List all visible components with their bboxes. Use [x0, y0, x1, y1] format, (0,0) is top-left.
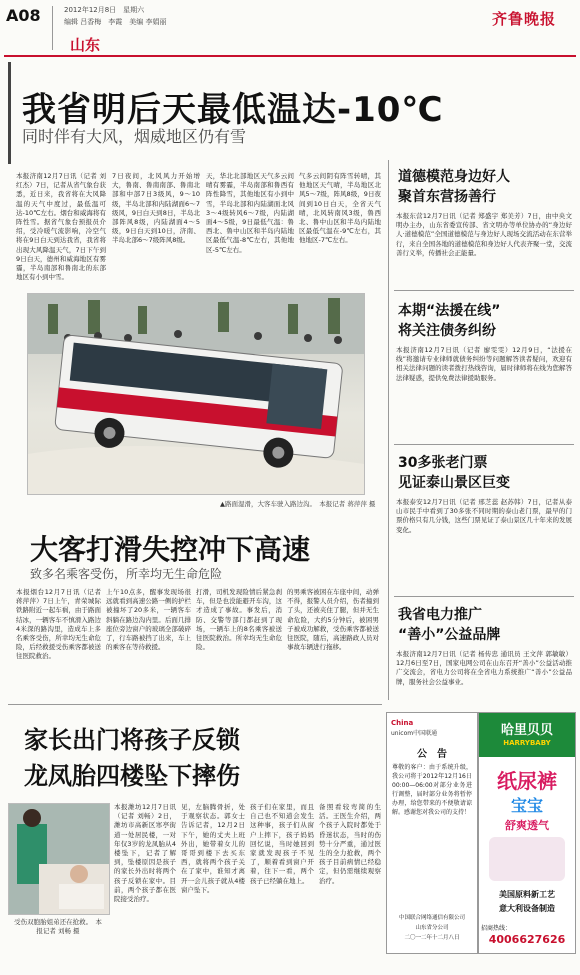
- hospital-illustration: [9, 804, 109, 914]
- ad-company: 美国原料新工艺: [499, 890, 555, 899]
- right1-title-1: 道德模范身边好人: [398, 169, 510, 185]
- notice-footer-3: 二〇一二年十二月八日: [404, 935, 460, 941]
- right4-title-2: “善小”公益品牌: [398, 627, 501, 643]
- story2-headline: 大客打滑失控冲下高速: [30, 533, 311, 566]
- ad-tagline: 意大利设备制造: [499, 904, 555, 913]
- notice-footer-1: 中国联合网络通信有限公司: [398, 915, 465, 921]
- story3-headline-2: 龙凤胎四楼坠下摔伤: [24, 762, 240, 790]
- bus-photo-caption: ▲路面湿滑，大客车驶入路边沟。 本报记者 蒋萍萍 摄: [220, 500, 376, 508]
- notice-footer-2: 山东省分公司: [415, 925, 449, 931]
- editor-credits: 编辑 吕香梅 李霞 美编 李娟丽: [64, 18, 167, 26]
- issue-date: 2012年12月8日 星期六: [64, 6, 145, 14]
- right3-title-1: 30多张老门票: [398, 455, 488, 471]
- right2-title-2: 将关注债务纠纷: [398, 323, 496, 339]
- right-divider-3: [394, 596, 574, 597]
- story2-subhead: 致多名乘客受伤，所幸均无生命危险: [30, 567, 223, 581]
- harrybaby-ad: [478, 712, 576, 954]
- story1-col1: 本报济南12月7日讯（记者 刘红杰）7日，记者从省气象台获悉，近日来，我省将在大风降温的天气中度过，最低温可达-10℃左右。烟台和威海将有阵性雪。据省气象台预报员介绍，受冷暖气流影响，冷空气将在9日白天到达我省，我省将出现大风降温天气，7日下午到9日白天，德州和威海地区有雾霾，半岛南部和鲁南北的东部地区有小到中雪。: [16, 172, 106, 282]
- ad-product-image: [489, 837, 565, 881]
- story3-col3: 孩子们在家里，而且自己也不知道会发生这种事，孩子们从窗户上摔下，孩子妈妈回忆说，当时她回到家就发现孩子不见了，顺着看到窗户开着，往下一看，两个孩子已经躺在地上。: [250, 803, 314, 885]
- story2-col4: 的男乘客被困在车座中间，动弹不得，报警人员介绍，伤者撞到了头，还被夹住了腿，但并无生命危险，大约5分钟后，被困男子被成功解救，受伤乘客都被送往医院，随后，高速路政人员对事故车辆进行拖移。: [287, 588, 379, 652]
- notice-title: 公 告: [417, 749, 447, 760]
- hospital-photo: [8, 803, 110, 915]
- bus-illustration: [28, 294, 364, 494]
- newspaper-logo: 齐鲁晚报: [492, 10, 557, 28]
- ad-brand-name: 哈里贝贝: [500, 723, 553, 738]
- story2-col3: 打滑，司机发现险情后紧急刹车，但是也没能避开车沟，这才造成了事故。事发后，消防、交警等部门都赶到了现场，一辆车上的8名乘客被送往医院救治。所幸均无生命危险。: [196, 588, 282, 652]
- story1-subhead: 同时伴有大风，烟威地区仍有雪: [22, 127, 247, 146]
- story1-col4: 气多云间阴有阵雪转晴，其他地区天气晴，半岛地区北风5～7级，阵风8级，9日夜间到10日白天，全省天气晴，北风转南风3级，鲁西北、鲁中山区和半岛内陆地区最低气温在-9℃左右，其他地区-7℃左右。: [299, 172, 381, 245]
- page-number: A08: [6, 6, 41, 25]
- story2-col2: 上午10点多，醒事发现场很远就看到高速公路一侧的护栏被撞坏了20多米，一辆客车斜躺在路边沟内里。后面几排座位旁边窗户的玻璃全部破碎了，行车路被挡了出来，车上的乘客在等待救援。: [106, 588, 191, 652]
- unicom-logo-line2: unicom中国联通: [391, 730, 438, 737]
- right3-body: 本报泰安12月7日讯（记者 邢芝蕊 赵苏韩）7日，记者从泰山市民手中看到了30多张不同时期的泰山老门票，最早的门票价格只有几分钱，这些门票见证了泰山景区几十年来的发展变化。: [396, 498, 572, 534]
- ad-slogan-3: 舒爽透气: [505, 819, 549, 832]
- ad-brand-en: HARRYBABY: [503, 739, 551, 747]
- story3-col4: 备照看较弯简的生活。王医生介绍，两个孩子入院时都处于昏迷状态，当时的伤势十分严重，通过医生的全力抢救，两个孩子目前病情已经稳定，但仍需继续观察治疗。: [319, 803, 381, 885]
- story3-col1: 本报潍坊12月7日讯（记者 刘畅）2日，潍坊市高新区寒亭街道一处居民楼，一对年仅3岁的龙凤胎从4楼坠下，记者了解到，坠楼原因是孩子的家长外出时将两个孩子反锁在家中。目前，两个孩子都在医院接受治疗。: [114, 803, 176, 904]
- unicom-notice-ad: [386, 712, 478, 954]
- story1-col3: 天，华北北部地区天气多云间晴有雾霾，半岛南部和鲁西有阵性降雪，其他地区有小到中雪，半岛北部和内陆湖面北风3～4级转风6～7级，内陆湖面4～5级，9日最低气温：鲁西北、鲁中山区和半岛内陆地区最低气温-8℃左右，其他地区-5℃左右。: [206, 172, 294, 254]
- ad-slogan-1: 纸尿裤: [497, 769, 557, 793]
- right1-body: 本报东营12月7日讯（记者 郑盛宇 郑美芳）7日，由中央文明办主办，山东省委宣传部、省文明办等单位协办的“身边好人·道德模范”全国道德模范与身边好人现场交流活动在东营举行，来自全国各地的道德模范和身边好人代表齐聚一堂，交流善行义举，传播社会正能量。: [396, 212, 572, 257]
- right3-title-2: 见证泰山景区巨变: [398, 475, 510, 491]
- section-title: 山东: [70, 36, 101, 54]
- story3-col2: 见，左脑腾骨折，处于观察状态。郭女士告诉记者，12月2日下午，她的丈夫上班外出，她带着女儿的哥哥到楼下去买东西，就将两个孩子关在了家中，谁知才离开一会儿孩子就从4楼窗户坠下。: [181, 803, 245, 894]
- ad-hotline-label: 招商热线：: [481, 925, 512, 932]
- section-divider: [8, 704, 382, 705]
- column-divider: [388, 160, 389, 700]
- ad-slogan-2: 宝宝: [510, 796, 543, 815]
- story3-headline-1: 家长出门将孩子反锁: [24, 726, 240, 754]
- right4-body: 本报济南12月7日讯（记者 杨传忠 通讯员 王文萍 郭敏敏）12月6日至7日，国家电网公司在山东召开“善小”公益活动推广交流会，省电力公司将在全省电力系统推广“善小”公益品牌，服务社会公益事业。: [396, 650, 572, 686]
- ad-hotline-number: 4006627626: [488, 933, 566, 946]
- right2-body: 本报济南12月7日讯（记者 廖雯雯）12月9日，“法援在线”将邀请专业律师就债务纠纷等问题解答读者疑问，欢迎有相关法律问题的读者拨打热线咨询，届时律师将在线为您解答法律疑惑，提供免费法律援助服务。: [396, 346, 572, 382]
- right-divider-1: [394, 290, 574, 291]
- hospital-photo-caption: 受伤双胞胎姐弟还在抢救。 本报记者 刘畅 摄: [14, 918, 102, 935]
- masthead-rule: [4, 55, 576, 57]
- right1-title-2: 聚首东营扬善行: [398, 189, 496, 205]
- story2-col1: 本报烟台12月7日讯（记者 蒋萍萍）7日上午，青荣城际铁路附近一起车祸，由于路面结冰，一辆客车不慎滑入路边4米深的路沟里，造成车上多名乘客受伤，所幸均无生命危险，后经救援受伤乘客都被送往医院救治。: [16, 588, 101, 661]
- story1-col2: 7日夜间，北风风力开始增大，鲁南、鲁南南部、鲁南北部和中部7日3级风，9～10级，半岛北部和内陆湖面6～7级风，9日白天到8日，半岛北部阵风8级，内陆湖面4～5级，9日白天到10日，济南、半岛北部6～7级阵风8级。: [112, 172, 200, 245]
- right4-title-1: 我省电力推广: [398, 607, 482, 623]
- story1-headline: 我省明后天最低温达-10℃: [22, 90, 444, 130]
- bus-accident-photo: [27, 293, 365, 495]
- right2-title-1: 本期“法援在线”: [398, 303, 501, 319]
- masthead-divider: [52, 6, 53, 50]
- notice-body: 尊敬的客户：由于系统升级，我公司将于2012年12月16日 00:00—06:00对部分业务进行调整，届时部分业务将暂停办理，给您带来的不便敬请谅解。感谢您对我公司的支持！: [392, 764, 472, 816]
- unicom-logo-line1: China: [391, 719, 414, 727]
- right-divider-2: [394, 444, 574, 445]
